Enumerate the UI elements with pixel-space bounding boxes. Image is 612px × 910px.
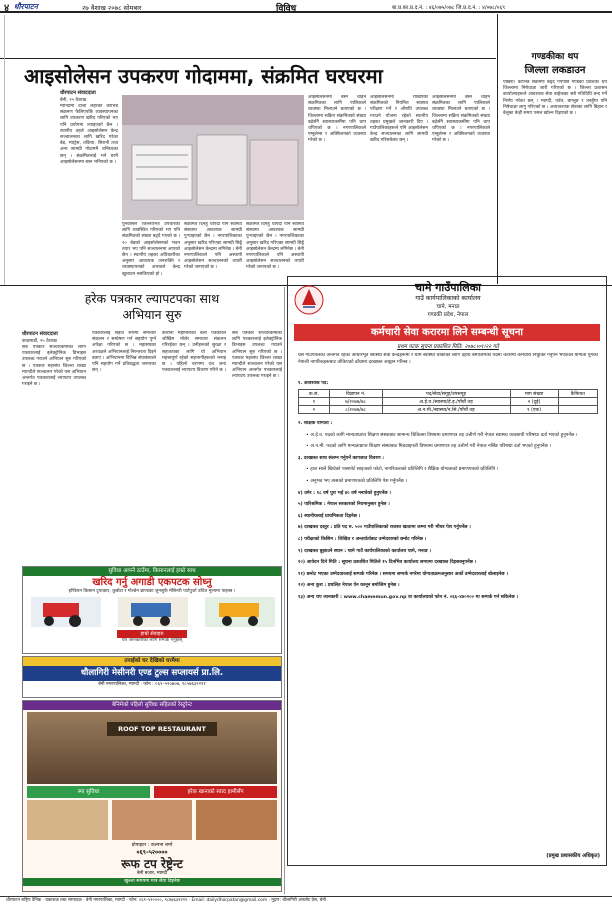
vacancy-table-header-cell: पद/सेवा/समूह/उपसमूह <box>382 390 510 398</box>
food-photo-2 <box>112 800 193 840</box>
food-photo-3 <box>196 800 277 840</box>
notice-condition-item: • हाल सालै खिचेको पासपोर्ट साइजको फोटो, नागरिकताको प्रतिलिपि र शैक्षिक योग्यताको प्रमाणपत्रको प्रतिलिपि । <box>306 467 499 473</box>
ad2-banner: तपाईंको घर देखिको घरमैमा <box>23 657 281 666</box>
notice-condition-item: ३. दरखास्त साथ संलग्न गर्नुपर्ने कागजात विवरण : <box>298 455 385 461</box>
isolation-equipment-photo <box>122 95 304 220</box>
second-headline-2: अभियान सुरु <box>122 307 182 322</box>
page-number: ४ <box>4 3 10 14</box>
ad1-subtext: थप जानकारीका लागि सम्पर्क गर्नुहोस् <box>121 638 183 643</box>
vacancy-table-cell: ८/२०७७/७८ <box>329 406 382 414</box>
main-column-6: आइसोलेसनमा बस्न चाहने संक्रमितका लागि पालिकाले व्यवस्था मिलाउने बताएको छ । जिल्लामा सक्रिय संक्रमितको संख्या बढेसँगै स्वास्थ्यकर्मीमा पनि चाप थपिएको छ । नगरपालिकाले एम्बुलेन्स र अक्सिजनको व्यवस्था गरेको छ । <box>432 95 490 144</box>
ad1-title: खरिद गर्नु अगाडी एकपटक सोध्नु <box>92 577 212 588</box>
notice-office: चामे गाउँपालिका <box>414 281 481 294</box>
main-column-4: आइसोलेसनमा बस्न चाहने संक्रमितका लागि पालिकाले व्यवस्था मिलाउने बताएको छ । जिल्लामा सक्रिय संक्रमितको संख्या बढेसँगै स्वास्थ्यकर्मीमा पनि चाप थपिएको छ । नगरपालिकाले एम्बुलेन्स र अक्सिजनको व्यवस्था गरेको छ । <box>308 95 366 144</box>
vacancy-table-cell <box>558 406 597 414</box>
ad1-header: सुविधा आफ्नै ठाउँमा, किसानलाई हाम्रो साथ <box>23 567 281 576</box>
main-column-1: म्याग्दीमा दोश्रो लहरको कोभिड संक्रमण फैलिएपछि व्यवस्थापनका लागि उपकरण खरिद गरिएको भए पनि प्रयोगमा ल्याइएको छैन । स्थानीय तहले आइसोलेसन केन्द्र सञ्चालनका लागि खरिद गरेका बेड, म्याट्रेस, तकिया, सिरानी तथा अन्य सामग्री गोदाममै थन्किएका छन् । संक्रमितलाई भने घरमै आइसोलेसनमा बस्न भनिएको छ । <box>60 104 118 165</box>
ad2-title: धौलागिरी मेसीनरी एण्ड टुल्स सप्लायर्स प्रा.लि. <box>23 666 281 681</box>
vacancy-table-row <box>299 406 598 414</box>
main-headline: आइसोलेसन उपकरण गोदाममा, संक्रमित घरघरमा <box>24 64 383 88</box>
ad1-services-button: हाम्रो सेवाहरु <box>117 630 187 638</box>
vacancy-table-cell <box>558 398 597 406</box>
sidebar-title-2: जिल्ला लकडाउन <box>524 65 586 76</box>
vacancy-table-row <box>299 398 598 406</box>
page-footer: धौरपाटन राष्ट्रिय दैनिक · प्रकाशक तथा सम्पादक · बेनी नगरपालिका, म्याग्दी · फोन: ०६९–५२००००, ९८४७६३२२११ · Email: dailydhorpatan@gmail.com · मुद्रण: धौलागिरी अफसेट प्रेस, बेनी <box>0 896 612 910</box>
notice-condition-item: ५) पारिश्रमिक : नेपाल सरकारको नियमानुसार हुनेछ । <box>298 502 390 508</box>
ad3-phone: ०६९–५२०००० <box>136 849 168 856</box>
ad3-right-label: हरेक खानाको स्वाद हामीसँग <box>154 786 277 798</box>
notice-sub: गाउँ कार्यपालिकाको कार्यालय <box>415 295 481 302</box>
sidebar-body: पोखरा। कोभिड संक्रमण बढ्दै गएपछि गण्डकी प्रदेशका थप जिल्लामा निषेधाज्ञा जारी गरिएको छ । जिल्ला प्रशासन कार्यालयहरूले आवश्यक सेवा बाहेकका सबै गतिविधि बन्द गर्ने निर्णय गरेका छन् । म्याग्दी, पर्वत, बाग्लुङ र तनहुँमा पनि निषेधाज्ञा लागु गरिएको छ । अत्यावश्यक सेवाका लागि बिहान र बेलुका केही समय पसल खोल्न दिइएको छ । <box>503 80 607 117</box>
food-photo-1 <box>27 800 108 840</box>
notice-condition-item: २. शैक्षिक योग्यता : <box>298 421 333 426</box>
chame-municipality-notice <box>287 276 607 866</box>
second-column-2: पत्रकारलाई सहज रूपमा समाचार संकलन र सम्प्रेषण गर्न सहयोग पुग्ने अपेक्षा गरिएको छ । महासंघका अध्यक्षले अभियानलाई निरन्तरता दिइने बताए । अभियानमा विभिन्न संघसंस्थाले पनि सहयोग गर्ने प्रतिबद्धता जनाएका छन् । <box>92 331 156 374</box>
second-column-3: कोरोना महामारीका बेला पत्रकारले जोखिम मोलेर समाचार संकलन गरिरहेका छन् । उनीहरूको सुरक्षा र सहजताका लागि यो अभियान महत्त्वपूर्ण रहेको सहभागीहरूको भनाइ छ । पहिलो चरणमा दश जना पत्रकारलाई ल्यापटप वितरण गरिने छ । <box>162 331 226 374</box>
newspaper-logo: धौरपाटन <box>14 2 38 11</box>
notice-signature: (प्रमुख प्रशासकीय अधिकृत) <box>546 853 600 859</box>
notice-condition-item: ११) छनोट भएका उम्मेदवारलाई सम्पर्क गरिनेछ । समयमा सम्पर्क नगरेमा योग्यताक्रमअनुसार अर्को उम्मेदवारलाई बोलाइनेछ । <box>298 571 508 577</box>
vacancy-table-cell: ७/२०७७/७८ <box>329 398 382 406</box>
notice-condition-item: ९) दरखास्त बुझाउने स्थान : चामे गाउँ कार्यपालिकाको कार्यालय चामे, मनाङ । <box>298 548 432 554</box>
vacancy-table-header-cell: कैफियत <box>558 390 597 398</box>
tractor-illustration <box>23 595 282 629</box>
notice-conditions <box>298 421 598 851</box>
vacancy-table-body <box>299 398 598 414</box>
vacancy-table-cell: १ <box>299 398 330 406</box>
notice-intro: यस गाउँपालिका अन्तर्गत रहेका आधारभूत स्वास्थ्य सेवा केन्द्रहरूमा र चामे स्वास्थ्य चौकीको लागि देहाय बमोजिमको पदमा करारमा कर्मचारी नियुक्ति गर्नुपर्ने भएकाले योग्यता पुगेका नेपाली नागरिकहरूबाट तोकिएको ढाँचामा दरखास्त आह्वान गरिन्छ । <box>298 353 598 365</box>
notice-section-1: १. आवश्यक पद: <box>298 381 329 386</box>
notice-address-1: चामे, मनाङ <box>436 304 460 310</box>
notice-condition-item: ६) स्थानीयलाई प्राथमिकता दिइनेछ । <box>298 513 361 519</box>
ad3-header: बेनिमेको पहिलो सुविधा सहितको रेस्टुरेन्ट <box>23 701 281 710</box>
restaurant-photo <box>27 712 277 784</box>
notice-condition-item: १२) अन्य कुरा : प्रचलित नेपाल ऐन कानून बमोजिम हुनेछ । <box>298 583 400 589</box>
main-column-5: आइसोलेसनमा राखिएका संक्रमितको नियमित स्वास्थ्य परीक्षण गर्ने र औषधि उपलब्ध गराउने योजना रहेको स्थानीय तहका प्रमुखले जानकारी दिए । गाउँपालिकाहरूले पनि आइसोलेसन केन्द्र सञ्चालनका लागि सामग्री खरिद गरिसकेका छन् । <box>370 95 428 144</box>
main-column-3b: संक्रमित दिनहुँ थपिँदा पनि स्वास्थ्य संस्थामा आवश्यक सामग्री पुर्‍याइएको छैन । नगरपालिकाका अनुसार खरिद गरिएका सामग्री छिट्टै आइसोलेसन केन्द्रमा लगिनेछ । बेनी नगरपालिकाले पनि अस्थायी आइसोलेसन सञ्चालनको तयारी गरेको जनाएको छ । <box>246 222 304 271</box>
notice-condition-item: १३) अन्य थप जानकारी : www.chamemun.gov.np वा कार्यालयको फोन नं. ०६६–४४०१०० मा सम्पर्क गर्न सकिनेछ । <box>298 594 519 600</box>
second-dateline: काठमाडौं, २५ वैशाख <box>22 339 57 344</box>
ad2-address: बेनी नगरपालिका, म्याग्दी · फोन : ०६९–५२०७०७, ९८५७६३२२११ <box>98 682 206 687</box>
notice-publish-date: प्रथम पटक सूचना प्रकाशित मिति: २०७८।०१।२२ गते <box>397 344 499 350</box>
ad3-bottom-strip: खुल्ला समयमा मात्र सेवा दिइनेछ <box>23 878 281 886</box>
vacancy-table-header-cell: माग संख्या <box>510 390 558 398</box>
notice-condition-item: • अनुभव भए त्यसको प्रमाणपत्रको प्रतिलिपि पेश गर्नुपर्नेछ । <box>306 478 408 484</box>
ad3-owner: प्रोपाइटर : कल्पना शर्मा <box>131 843 173 848</box>
vacancy-table-header-cell: विज्ञापन नं. <box>329 390 382 398</box>
second-column-1: सबै पत्रकार सञ्चारकर्मीका लागि पत्रकारलाई इलेक्ट्रोनिक डिभाइस उपलब्ध गराउने अभियान सुरु गरिएको छ । पत्रकार महासंघ जिल्ला शाखा म्याग्दीले सञ्चालन गरेको यस अभियान अन्तर्गत पत्रकारलाई ल्यापटप उपलब्ध गराइने छ । <box>22 345 86 388</box>
sidebar-title-1: गण्डकीका थप <box>531 52 579 62</box>
vacancy-table-header <box>299 390 598 398</box>
restaurant-advertisement <box>22 700 282 892</box>
notice-condition-item: ४) उमेर : १८ वर्ष पुरा भई ४० वर्ष ननाघेको हुनुपर्नेछ । <box>298 490 391 496</box>
restaurant-sign: ROOF TOP RESTAURANT <box>107 722 217 736</box>
vacancy-table-cell: अ.न.मी./स्वास्थ्य/न.सि./पाँचौं तह <box>382 406 510 414</box>
notice-condition-item: • अ.हे.व. पदको लागि मान्यताप्राप्त शिक्षण संस्थाबाट सामान्य चिकित्सा विषयमा प्रमाणपत्र तह उत्तीर्ण गरी नेपाल स्वास्थ्य व्यवसायी परिषद्मा दर्ता भएको हुनुपर्नेछ । <box>306 432 578 438</box>
notice-condition-item: ८) परीक्षाको किसिम : लिखित र अन्तर्वार्ताबाट उम्मेदवारको छनोट गरिनेछ । <box>298 536 427 542</box>
tractor-advertisement <box>22 566 282 654</box>
vacancy-table-cell: १ (एक) <box>510 406 558 414</box>
second-headline-1: हरेक पत्रकार ल्यापटपका साथ <box>84 291 220 306</box>
main-column-3: संक्रमित दिनहुँ थपिँदा पनि स्वास्थ्य संस्थामा आवश्यक सामग्री पुर्‍याइएको छैन । नगरपालिकाका अनुसार खरिद गरिएका सामग्री छिट्टै आइसोलेसन केन्द्रमा लगिनेछ । बेनी नगरपालिकाले पनि अस्थायी आइसोलेसन सञ्चालनको तयारी गरेको जनाएको छ । <box>184 222 242 271</box>
issue-date: २७ वैशाख २०७८ सोमबार <box>82 4 142 12</box>
machinery-supplier-advertisement <box>22 656 282 698</box>
vacancy-table-cell: २ <box>299 406 330 414</box>
notice-title-banner: कर्मचारी सेवा करारमा लिने सम्बन्धी सूचना <box>294 324 600 341</box>
vacancy-table-cell: २ (दुई) <box>510 398 558 406</box>
notice-condition-item: १०) आवेदन दिने मिति : सूचना प्रकाशित मितिले १५ दिनभित्र कार्यालय समयमा दरखास्त दिइसक्नुपर्नेछ । <box>298 560 477 566</box>
notice-condition-item: • अ.न.मी. पदको लागि मान्यताप्राप्त शिक्षण संस्थाबाट मिडवाइफरी विषयमा प्रमाणपत्र तह उत्तीर्ण गरी नेपाल नर्सिङ परिषद्मा दर्ता भएको हुनुपर्नेछ । <box>306 444 552 450</box>
notice-address-2: गण्डकी प्रदेश, नेपाल <box>427 312 469 318</box>
section-name: विविध <box>276 4 297 14</box>
main-column-2: पुनर्वासले जिल्लाभित्र उपचारका लागि व्यवस्थित गरिएको भए पनि संक्रमितको संख्या बढ्दै गएको छ । २० बेडको आइसोलेसनको भवन तयार भए पनि सञ्चालनमा आएको छैन । स्थानीय तहका अधिकारीका अनुसार आवश्यक जनशक्ति र व्यवस्थापनको अभावले केन्द्र खुलाउन नसकिएको हो । <box>122 222 180 277</box>
second-column-4: सबै पत्रकार सञ्चारकर्मीका लागि पत्रकारलाई इलेक्ट्रोनिक डिभाइस उपलब्ध गराउने अभियान सुरु गरिएको छ । पत्रकार महासंघ जिल्ला शाखा म्याग्दीले सञ्चालन गरेको यस अभियान अन्तर्गत पत्रकारलाई ल्यापटप उपलब्ध गराइने छ । <box>232 331 282 380</box>
ad3-restaurant-name: रूफ टप रेष्ट्रेन्ट <box>121 857 183 871</box>
ad3-left-label: स्पा सुविधा <box>27 786 150 798</box>
vacancy-table <box>298 389 598 414</box>
vacancy-table-cell: अ.हे.व./स्वास्थ्य/हे.इ./पाँचौं तह <box>382 398 510 406</box>
ad3-location: बेनी बजार, म्याग्दी <box>136 871 168 876</box>
main-dateline: बेनी, २५ वैशाख <box>60 98 87 103</box>
notice-condition-item: ७) दरखास्त दस्तुर : प्रति पद रु. ५०० गाउँपालिकाको राजस्व खातामा जम्मा गरी भौचर पेश गर्नुपर्नेछ । <box>298 525 471 531</box>
main-byline: धौरपाटन संवाददाता <box>60 90 96 96</box>
ad1-body: इण्डियन किसान ट्र्याक्टर, कुबोटा र गोल्डेन ब्राण्डका जुनसुकै मेसिनरी पार्टपुर्जा उचित मूल्यमा पाइन्छ । <box>68 589 236 594</box>
registration-number: बा.प्र.का.प्र.द.नं. : ४६/०७५/०७८ जि.प्र.द.नं. : ४/०७८/०६९ <box>392 5 505 11</box>
beds-illustration <box>122 95 304 220</box>
vacancy-table-header-cell: क.सं. <box>299 390 330 398</box>
second-byline: धौरपाटन संवाददाता <box>22 331 58 337</box>
masthead <box>0 0 612 13</box>
